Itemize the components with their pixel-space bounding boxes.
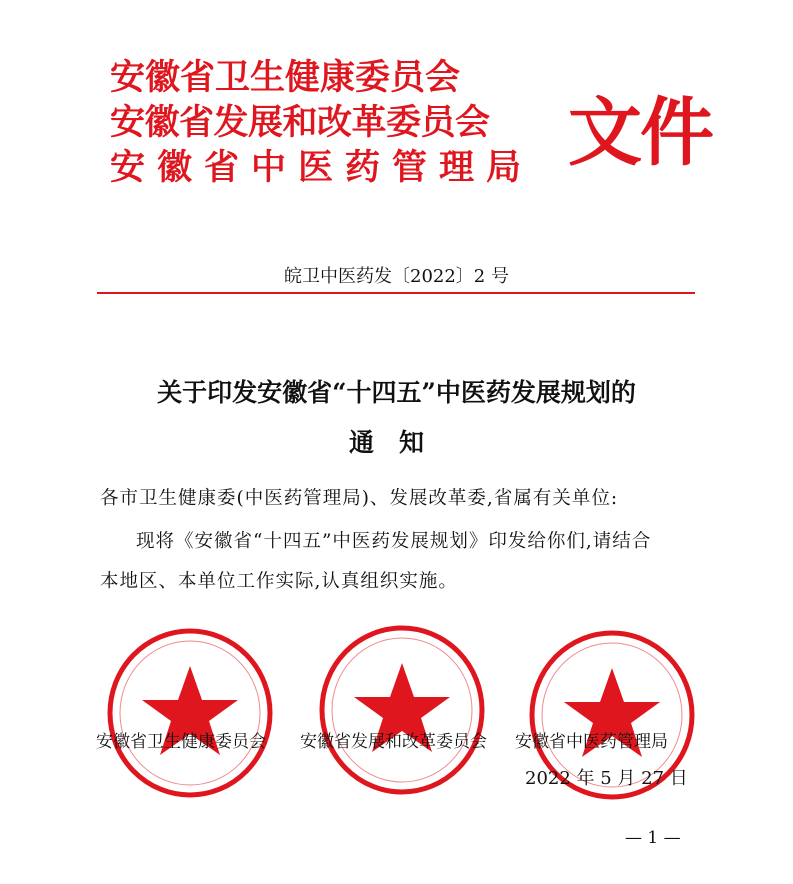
signature-1: 安徽省卫生健康委员会 (96, 732, 266, 752)
issuer-line-2: 安徽省发展和改革委员会 (110, 102, 490, 143)
title-line-2: 通 知 (348, 428, 424, 457)
doc-type-heading: 文件 (568, 90, 712, 176)
seal-development-reform-commission (317, 625, 487, 795)
issuer-line-3: 安徽省中医药管理局 (110, 147, 534, 188)
issuer-line-1: 安徽省卫生健康委员会 (110, 57, 461, 98)
issue-date: 2022 年 5 月 27 日 (525, 768, 688, 789)
addressee: 各市卫生健康委(中医药管理局)、发展改革委,省属有关单位: (100, 488, 619, 509)
seal-health-commission (105, 628, 275, 798)
signature-2: 安徽省发展和改革委员会 (300, 732, 487, 752)
title-line-1: 关于印发安徽省“十四五”中医药发展规划的 (157, 378, 636, 407)
body-paragraph-line-2: 本地区、本单位工作实际,认真组织实施。 (100, 571, 458, 592)
body-paragraph-line-1: 现将《安徽省“十四五”中医药发展规划》印发给你们,请结合 (136, 531, 652, 552)
red-divider (97, 292, 695, 294)
page-number: — 1 — (625, 828, 681, 848)
document-number: 皖卫中医药发〔2022〕2 号 (284, 266, 509, 287)
signature-3: 安徽省中医药管理局 (515, 732, 668, 752)
